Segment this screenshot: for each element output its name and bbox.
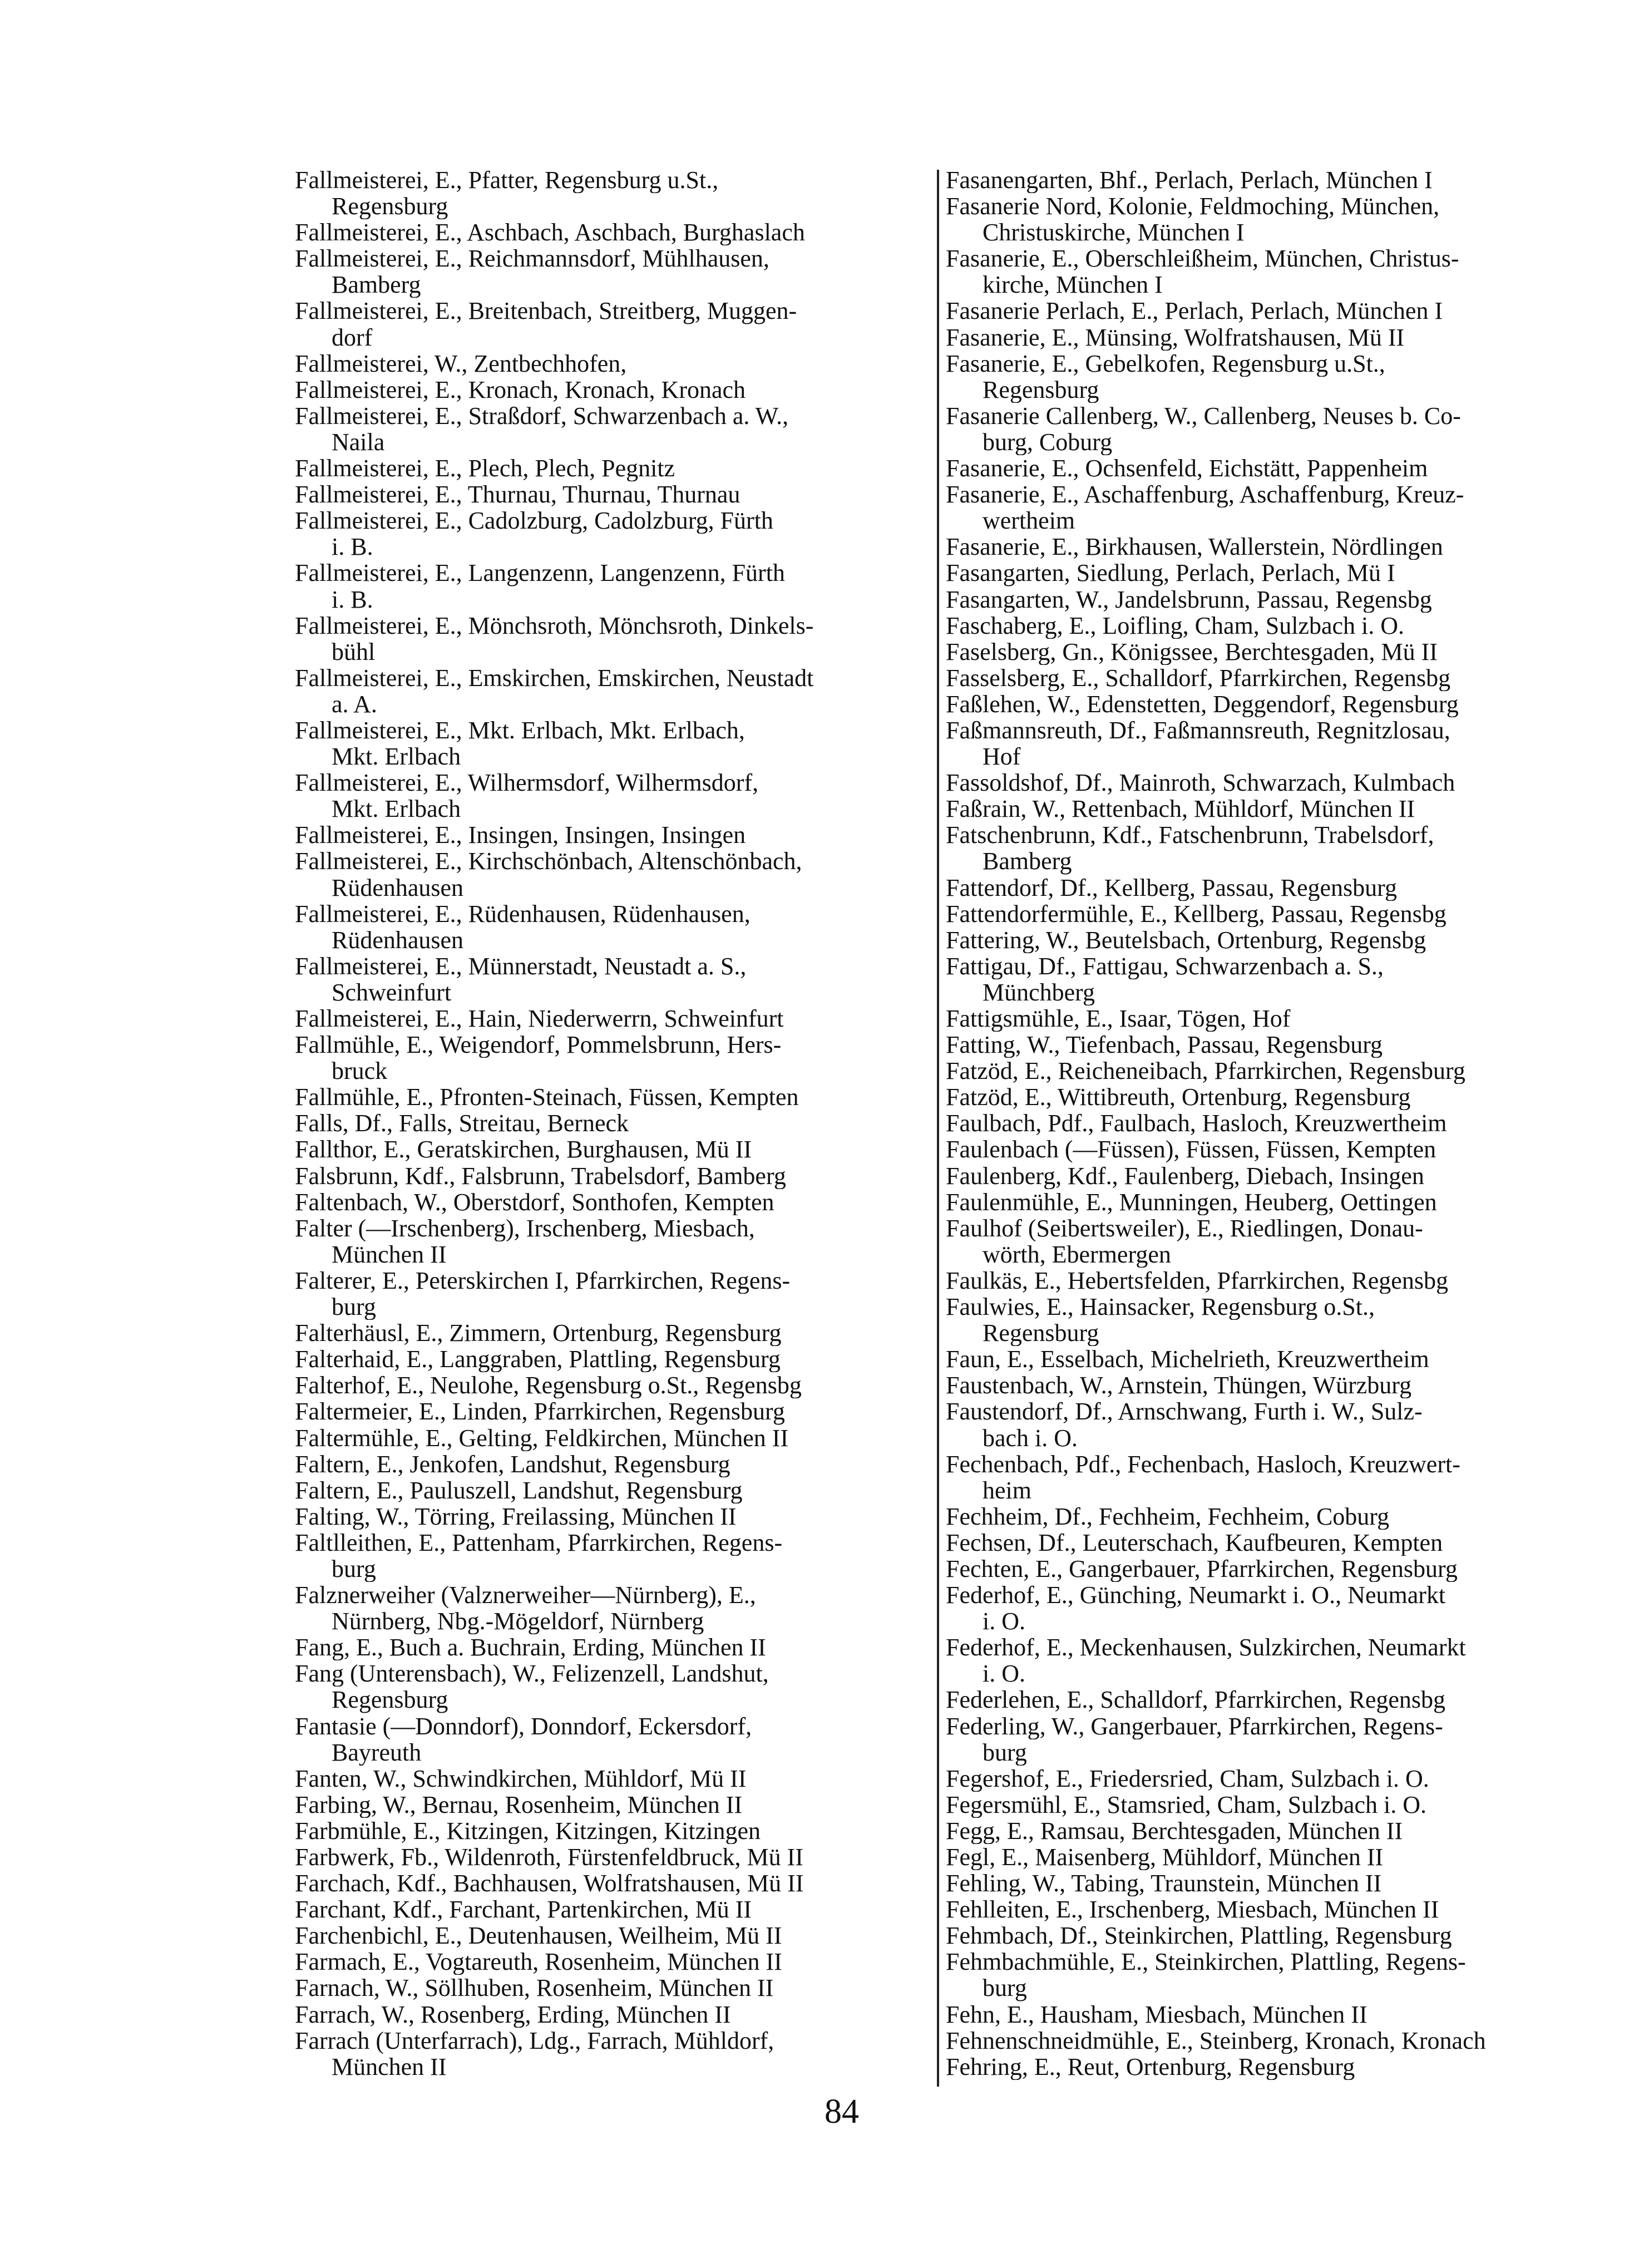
entry-line: Faßrain, W., Rettenbach, Mühldorf, München II bbox=[946, 796, 1415, 822]
entry-line: Fasanerie, E., Münsing, Wolfratshausen, Mü II bbox=[946, 324, 1405, 351]
gazetteer-entry bbox=[946, 1294, 1586, 1346]
entry-line: Fallmeisterei, E., Wilhermsdorf, Wilhermsdorf, bbox=[295, 770, 759, 796]
entry-continuation-line: Münchberg bbox=[983, 979, 1095, 1005]
gazetteer-entry bbox=[946, 1372, 1586, 1398]
entry-continuation-line: a. A. bbox=[332, 691, 377, 717]
entry-line: Fasanerie Callenberg, W., Callenberg, Neuses b. Co- bbox=[946, 402, 1461, 429]
entry-line: Farnach, W., Söllhuben, Rosenheim, München II bbox=[295, 1975, 774, 2001]
entry-line: Falting, W., Törring, Freilassing, München II bbox=[295, 1503, 737, 1530]
entry-line: Fasangarten, W., Jandelsbrunn, Passau, Regensbg bbox=[946, 586, 1432, 613]
entry-line: Faltermeier, E., Linden, Pfarrkirchen, Regensburg bbox=[295, 1398, 785, 1425]
right-column bbox=[946, 167, 1586, 2080]
page-number: 84 bbox=[825, 2093, 859, 2131]
entry-line: Fallmeisterei, E., Langenzenn, Langenzenn, Fürth bbox=[295, 560, 785, 586]
entry-line: Fehling, W., Tabing, Traunstein, München II bbox=[946, 1870, 1382, 1897]
gazetteer-entry bbox=[946, 927, 1586, 953]
entry-line: Fattering, W., Beutelsbach, Ortenburg, Regensbg bbox=[946, 926, 1426, 953]
entry-line: Faulenberg, Kdf., Faulenberg, Diebach, Insingen bbox=[946, 1162, 1424, 1189]
gazetteer-entry bbox=[295, 1346, 929, 1372]
entry-continuation-line: Regensburg bbox=[983, 1320, 1099, 1347]
gazetteer-entry bbox=[295, 1163, 929, 1189]
entry-continuation-line: burg bbox=[332, 1294, 376, 1320]
entry-continuation-line: Schweinfurt bbox=[332, 979, 452, 1005]
gazetteer-entry bbox=[946, 1189, 1586, 1215]
left-column bbox=[295, 167, 929, 2080]
gazetteer-entry bbox=[946, 2028, 1586, 2054]
entry-line: Falznerweiher (Valznerweiher—Nürnberg), E., bbox=[295, 1582, 756, 1609]
entry-continuation-line: bruck bbox=[332, 1058, 388, 1084]
entry-line: Fallmeisterei, E., Breitenbach, Streitberg, Muggen- bbox=[295, 298, 797, 324]
gazetteer-entry bbox=[946, 717, 1586, 770]
gazetteer-entry bbox=[946, 1713, 1586, 1766]
gazetteer-entry bbox=[295, 717, 929, 770]
entry-line: Fallmeisterei, E., Kirchschönbach, Altenschönbach, bbox=[295, 848, 802, 875]
entry-continuation-line: bühl bbox=[332, 638, 376, 665]
gazetteer-entry bbox=[295, 1084, 929, 1110]
gazetteer-entry bbox=[295, 1189, 929, 1215]
column-divider bbox=[937, 170, 939, 2087]
entry-continuation-line: Regensburg bbox=[332, 193, 448, 220]
gazetteer-entry bbox=[295, 1660, 929, 1713]
gazetteer-entry bbox=[295, 377, 929, 403]
gazetteer-entry bbox=[295, 1766, 929, 1792]
entry-continuation-line: Christuskirche, München I bbox=[983, 219, 1245, 246]
gazetteer-entry bbox=[946, 2054, 1586, 2080]
gazetteer-entry bbox=[946, 1792, 1586, 1818]
entry-line: Fasselsberg, E., Schalldorf, Pfarrkirchen, Regensbg bbox=[946, 664, 1451, 691]
gazetteer-entry bbox=[946, 1110, 1586, 1136]
entry-line: Fasanerie, E., Gebelkofen, Regensburg u.St., bbox=[946, 350, 1385, 377]
gazetteer-entry bbox=[295, 1372, 929, 1398]
entry-continuation-line: heim bbox=[983, 1477, 1031, 1503]
gazetteer-entry bbox=[946, 1503, 1586, 1530]
gazetteer-entry bbox=[946, 953, 1586, 1005]
entry-line: Faselsberg, Gn., Königssee, Berchtesgaden, Mü II bbox=[946, 638, 1438, 665]
gazetteer-entry bbox=[946, 1766, 1586, 1792]
gazetteer-entry bbox=[295, 1136, 929, 1162]
gazetteer-entry bbox=[946, 1922, 1586, 1949]
gazetteer-entry bbox=[295, 953, 929, 1005]
gazetteer-entry bbox=[295, 560, 929, 612]
entry-line: Fegershof, E., Friedersried, Cham, Sulzbach i. O. bbox=[946, 1765, 1429, 1792]
entry-line: Fallmeisterei, E., Rüdenhausen, Rüdenhausen, bbox=[295, 900, 751, 927]
entry-line: Fehn, E., Hausham, Miesbach, München II bbox=[946, 2001, 1368, 2028]
gazetteer-entry bbox=[946, 455, 1586, 481]
gazetteer-entry bbox=[946, 1346, 1586, 1372]
gazetteer-entry bbox=[946, 1530, 1586, 1556]
entry-line: Fasanerie Perlach, E., Perlach, Perlach, München I bbox=[946, 298, 1443, 324]
gazetteer-entry bbox=[295, 1215, 929, 1268]
gazetteer-entry bbox=[295, 351, 929, 377]
entry-line: Falter (—Irschenberg), Irschenberg, Miesbach, bbox=[295, 1215, 755, 1241]
gazetteer-entry bbox=[946, 534, 1586, 560]
gazetteer-entry bbox=[295, 1320, 929, 1346]
gazetteer-entry bbox=[295, 1582, 929, 1634]
gazetteer-entry bbox=[946, 2001, 1586, 2028]
gazetteer-entry bbox=[946, 1398, 1586, 1451]
entry-line: Farchenbichl, E., Deutenhausen, Weilheim, Mü II bbox=[295, 1922, 782, 1949]
entry-continuation-line: Bayreuth bbox=[332, 1739, 422, 1766]
gazetteer-entry bbox=[295, 1268, 929, 1320]
entry-continuation-line: Rüdenhausen bbox=[332, 874, 464, 901]
gazetteer-entry bbox=[295, 1032, 929, 1084]
entry-line: Fallmühle, E., Weigendorf, Pommelsbrunn, Hers- bbox=[295, 1032, 782, 1058]
entry-line: Fasanerie, E., Oberschleißheim, München, Christus- bbox=[946, 245, 1459, 272]
entry-line: Farrach, W., Rosenberg, Erding, München II bbox=[295, 2001, 731, 2028]
gazetteer-entry bbox=[946, 1215, 1586, 1268]
entry-line: Fallmeisterei, E., Emskirchen, Emskirchen, Neustadt bbox=[295, 664, 814, 691]
gazetteer-entry bbox=[295, 613, 929, 665]
gazetteer-entry bbox=[946, 1896, 1586, 1922]
entry-continuation-line: wertheim bbox=[983, 507, 1075, 534]
gazetteer-entry bbox=[946, 665, 1586, 691]
entry-line: Falterhaid, E., Langgraben, Plattling, Regensburg bbox=[295, 1346, 781, 1373]
gazetteer-entry bbox=[295, 2028, 929, 2080]
entry-line: Federhof, E., Meckenhausen, Sulzkirchen, Neumarkt bbox=[946, 1634, 1466, 1661]
entry-line: Fallmeisterei, E., Mönchsroth, Mönchsroth, Dinkels- bbox=[295, 612, 814, 639]
entry-line: Fallmeisterei, E., Insingen, Insingen, Insingen bbox=[295, 822, 746, 849]
gazetteer-entry bbox=[295, 507, 929, 560]
entry-line: Fatzöd, E., Wittibreuth, Ortenburg, Regensburg bbox=[946, 1084, 1411, 1111]
entry-line: Fegersmühl, E., Stamsried, Cham, Sulzbach i. O. bbox=[946, 1791, 1426, 1818]
entry-line: Fantasie (—Donndorf), Donndorf, Eckersdorf, bbox=[295, 1713, 752, 1739]
entry-continuation-line: i. B. bbox=[332, 586, 373, 613]
entry-line: Fallmeisterei, E., Pfatter, Regensburg u.St., bbox=[295, 167, 719, 194]
gazetteer-entry bbox=[295, 1949, 929, 1975]
entry-line: Fallmeisterei, E., Aschbach, Aschbach, Burghaslach bbox=[295, 219, 805, 246]
gazetteer-entry bbox=[946, 1687, 1586, 1713]
entry-line: Faltenbach, W., Oberstdorf, Sonthofen, Kempten bbox=[295, 1189, 774, 1215]
entry-line: Fang (Unterensbach), W., Felizenzell, Landshut, bbox=[295, 1660, 769, 1687]
entry-line: Fechten, E., Gangerbauer, Pfarrkirchen, Regensburg bbox=[946, 1555, 1458, 1582]
entry-line: Faulenbach (—Füssen), Füssen, Füssen, Kempten bbox=[946, 1136, 1436, 1163]
gazetteer-entry bbox=[946, 1163, 1586, 1189]
entry-line: Faltermühle, E., Gelting, Feldkirchen, München II bbox=[295, 1424, 789, 1451]
entry-continuation-line: Mkt. Erlbach bbox=[332, 796, 461, 822]
entry-line: Federhof, E., Günching, Neumarkt i. O., Neumarkt bbox=[946, 1582, 1446, 1609]
entry-line: Faßmannsreuth, Df., Faßmannsreuth, Regnitzlosau, bbox=[946, 717, 1450, 744]
gazetteer-entry bbox=[295, 245, 929, 298]
entry-line: Fatzöd, E., Reicheneibach, Pfarrkirchen, Regensburg bbox=[946, 1058, 1465, 1084]
entry-continuation-line: München II bbox=[332, 2053, 447, 2080]
entry-line: Federling, W., Gangerbauer, Pfarrkirchen, Regens- bbox=[946, 1713, 1443, 1739]
gazetteer-entry bbox=[946, 1005, 1586, 1032]
gazetteer-entry bbox=[946, 1058, 1586, 1084]
gazetteer-entry bbox=[946, 193, 1586, 245]
entry-line: Falls, Df., Falls, Streitau, Berneck bbox=[295, 1110, 629, 1137]
entry-continuation-line: i. B. bbox=[332, 534, 373, 560]
entry-line: Fallmeisterei, E., Münnerstadt, Neustadt a. S., bbox=[295, 953, 747, 979]
entry-line: Farbing, W., Bernau, Rosenheim, München II bbox=[295, 1791, 743, 1818]
entry-line: Fang, E., Buch a. Buchrain, Erding, München II bbox=[295, 1634, 766, 1661]
entry-line: Fallmeisterei, E., Straßdorf, Schwarzenbach a. W., bbox=[295, 402, 789, 429]
gazetteer-entry bbox=[295, 1922, 929, 1949]
gazetteer-entry bbox=[946, 560, 1586, 586]
entry-line: Fatschenbrunn, Kdf., Fatschenbrunn, Trabelsdorf, bbox=[946, 822, 1434, 849]
gazetteer-entry bbox=[946, 901, 1586, 927]
entry-line: Fallmeisterei, E., Hain, Niederwerrn, Schweinfurt bbox=[295, 1005, 784, 1032]
entry-line: Farchant, Kdf., Farchant, Partenkirchen, Mü II bbox=[295, 1896, 752, 1923]
entry-line: Faltern, E., Pauluszell, Landshut, Regensburg bbox=[295, 1477, 743, 1503]
entry-continuation-line: i. O. bbox=[983, 1660, 1025, 1687]
entry-continuation-line: Bamberg bbox=[983, 848, 1072, 875]
gazetteer-entry bbox=[295, 1634, 929, 1660]
entry-line: Faulenmühle, E., Munningen, Heuberg, Oettingen bbox=[946, 1189, 1437, 1215]
gazetteer-entry bbox=[295, 848, 929, 900]
entry-continuation-line: bach i. O. bbox=[983, 1424, 1078, 1451]
gazetteer-entry bbox=[946, 1949, 1586, 2001]
entry-continuation-line: Rüdenhausen bbox=[332, 926, 464, 953]
gazetteer-entry bbox=[946, 1870, 1586, 1896]
entry-line: Fasanerie, E., Ochsenfeld, Eichstätt, Pappenheim bbox=[946, 455, 1428, 482]
entry-line: Fallmeisterei, E., Mkt. Erlbach, Mkt. Erlbach, bbox=[295, 717, 745, 744]
entry-line: Fattendorfermühle, E., Kellberg, Passau, Regensbg bbox=[946, 900, 1447, 927]
gazetteer-entry bbox=[946, 1582, 1586, 1634]
entry-line: Fehmbachmühle, E., Steinkirchen, Plattling, Regens- bbox=[946, 1949, 1466, 1975]
gazetteer-entry bbox=[946, 1556, 1586, 1582]
gazetteer-entry bbox=[295, 167, 929, 219]
entry-line: Farbmühle, E., Kitzingen, Kitzingen, Kitzingen bbox=[295, 1817, 761, 1844]
entry-line: Faßlehen, W., Edenstetten, Deggendorf, Regensburg bbox=[946, 691, 1459, 717]
entry-line: Falterhof, E., Neulohe, Regensburg o.St., Regensbg bbox=[295, 1372, 802, 1399]
gazetteer-entry bbox=[295, 403, 929, 455]
entry-line: Fanten, W., Schwindkirchen, Mühldorf, Mü II bbox=[295, 1765, 747, 1792]
entry-continuation-line: burg bbox=[983, 1975, 1027, 2001]
entry-line: Fattigau, Df., Fattigau, Schwarzenbach a. S., bbox=[946, 953, 1384, 979]
gazetteer-entry bbox=[946, 351, 1586, 403]
entry-line: Fechheim, Df., Fechheim, Fechheim, Coburg bbox=[946, 1503, 1390, 1530]
gazetteer-entry bbox=[295, 1110, 929, 1136]
gazetteer-entry bbox=[295, 822, 929, 848]
entry-continuation-line: Regensburg bbox=[332, 1687, 448, 1713]
gazetteer-entry bbox=[946, 1268, 1586, 1294]
entry-line: Faltern, E., Jenkofen, Landshut, Regensburg bbox=[295, 1451, 730, 1477]
gazetteer-entry bbox=[946, 245, 1586, 298]
entry-line: Faulkäs, E., Hebertsfelden, Pfarrkirchen, Regensbg bbox=[946, 1267, 1448, 1294]
entry-continuation-line: burg bbox=[332, 1555, 376, 1582]
gazetteer-entry bbox=[295, 1818, 929, 1844]
gazetteer-entry bbox=[295, 1896, 929, 1922]
gazetteer-entry bbox=[295, 1451, 929, 1477]
gazetteer-entry bbox=[295, 1844, 929, 1870]
entry-line: Fassoldshof, Df., Mainroth, Schwarzach, Kulmbach bbox=[946, 770, 1455, 796]
entry-continuation-line: burg bbox=[983, 1739, 1027, 1766]
entry-line: Fattendorf, Df., Kellberg, Passau, Regensburg bbox=[946, 874, 1398, 901]
entry-line: Fechenbach, Pdf., Fechenbach, Hasloch, Kreuzwert- bbox=[946, 1451, 1460, 1477]
gazetteer-entry bbox=[946, 298, 1586, 324]
gazetteer-entry bbox=[295, 1870, 929, 1896]
gazetteer-entry bbox=[295, 219, 929, 245]
entry-line: Fasangarten, Siedlung, Perlach, Perlach, Mü I bbox=[946, 560, 1395, 586]
gazetteer-entry bbox=[946, 167, 1586, 193]
gazetteer-entry bbox=[295, 1477, 929, 1503]
entry-continuation-line: Bamberg bbox=[332, 272, 421, 298]
gazetteer-entry bbox=[946, 1818, 1586, 1844]
entry-line: Faulwies, E., Hainsacker, Regensburg o.St., bbox=[946, 1294, 1375, 1320]
entry-continuation-line: Mkt. Erlbach bbox=[332, 743, 461, 770]
entry-continuation-line: Hof bbox=[983, 743, 1021, 770]
entry-line: Fallmeisterei, E., Plech, Plech, Pegnitz bbox=[295, 455, 675, 482]
gazetteer-entry bbox=[946, 324, 1586, 351]
gazetteer-entry bbox=[946, 613, 1586, 639]
entry-line: Fegg, E., Ramsau, Berchtesgaden, München II bbox=[946, 1817, 1403, 1844]
entry-line: Faulbach, Pdf., Faulbach, Hasloch, Kreuzwertheim bbox=[946, 1110, 1447, 1137]
gazetteer-entry bbox=[946, 1084, 1586, 1110]
gazetteer-entry bbox=[295, 770, 929, 822]
gazetteer-entry bbox=[946, 639, 1586, 665]
gazetteer-entry bbox=[295, 2001, 929, 2028]
entry-line: Fallmeisterei, E., Thurnau, Thurnau, Thurnau bbox=[295, 481, 740, 508]
entry-line: Fehnenschneidmühle, E., Steinberg, Kronach, Kronach bbox=[946, 2027, 1486, 2054]
entry-line: Fallmeisterei, E., Cadolzburg, Cadolzburg, Fürth bbox=[295, 507, 773, 534]
entry-continuation-line: München II bbox=[332, 1241, 447, 1268]
entry-line: Fasanengarten, Bhf., Perlach, Perlach, München I bbox=[946, 167, 1433, 194]
entry-line: Faschaberg, E., Loifling, Cham, Sulzbach i. O. bbox=[946, 612, 1405, 639]
entry-continuation-line: Nürnberg, Nbg.-Mögeldorf, Nürnberg bbox=[332, 1608, 704, 1635]
gazetteer-entry bbox=[946, 481, 1586, 534]
entry-line: Farmach, E., Vogtareuth, Rosenheim, München II bbox=[295, 1949, 782, 1975]
gazetteer-entry bbox=[295, 1792, 929, 1818]
gazetteer-entry bbox=[946, 1136, 1586, 1162]
entry-line: Fasanerie, E., Aschaffenburg, Aschaffenburg, Kreuz- bbox=[946, 481, 1464, 508]
entry-line: Farchach, Kdf., Bachhausen, Wolfratshausen, Mü II bbox=[295, 1870, 804, 1897]
entry-line: Fallmeisterei, E., Reichmannsdorf, Mühlhausen, bbox=[295, 245, 769, 272]
entry-line: Farbwerk, Fb., Wildenroth, Fürstenfeldbruck, Mü II bbox=[295, 1844, 803, 1871]
entry-line: Falterhäusl, E., Zimmern, Ortenburg, Regensburg bbox=[295, 1320, 782, 1347]
entry-line: Faun, E., Esselbach, Michelrieth, Kreuzwertheim bbox=[946, 1346, 1429, 1373]
gazetteer-entry bbox=[946, 1844, 1586, 1870]
gazetteer-entry bbox=[295, 1005, 929, 1032]
entry-line: Fehlleiten, E., Irschenberg, Miesbach, München II bbox=[946, 1896, 1439, 1923]
entry-line: Faustendorf, Df., Arnschwang, Furth i. W., Sulz- bbox=[946, 1398, 1423, 1425]
entry-line: Fehmbach, Df., Steinkirchen, Plattling, Regensburg bbox=[946, 1922, 1452, 1949]
entry-line: Faustenbach, W., Arnstein, Thüngen, Würzburg bbox=[946, 1372, 1412, 1399]
gazetteer-entry bbox=[295, 1503, 929, 1530]
entry-continuation-line: Regensburg bbox=[983, 376, 1099, 403]
gazetteer-entry bbox=[295, 1425, 929, 1451]
gazetteer-entry bbox=[946, 770, 1586, 796]
entry-line: Federlehen, E., Schalldorf, Pfarrkirchen, Regensbg bbox=[946, 1687, 1446, 1713]
gazetteer-entry bbox=[946, 1634, 1586, 1687]
entry-line: Farrach (Unterfarrach), Ldg., Farrach, Mühldorf, bbox=[295, 2027, 774, 2054]
gazetteer-entry bbox=[946, 1451, 1586, 1503]
gazetteer-entry bbox=[295, 1713, 929, 1766]
gazetteer-entry bbox=[946, 403, 1586, 455]
entry-line: Fattigsmühle, E., Isaar, Tögen, Hof bbox=[946, 1005, 1291, 1032]
entry-line: Fechsen, Df., Leuterschach, Kaufbeuren, Kempten bbox=[946, 1529, 1443, 1556]
gazetteer-entry bbox=[946, 586, 1586, 613]
entry-line: Faulhof (Seibertsweiler), E., Riedlingen, Donau- bbox=[946, 1215, 1423, 1241]
entry-line: Fehring, E., Reut, Ortenburg, Regensburg bbox=[946, 2053, 1355, 2080]
gazetteer-entry bbox=[295, 1975, 929, 2001]
entry-continuation-line: kirche, München I bbox=[983, 272, 1163, 298]
entry-line: Fasanerie, E., Birkhausen, Wallerstein, Nördlingen bbox=[946, 534, 1443, 560]
gazetteer-entry bbox=[295, 665, 929, 717]
gazetteer-entry bbox=[295, 481, 929, 507]
gazetteer-entry bbox=[946, 1032, 1586, 1058]
gazetteer-entry bbox=[946, 691, 1586, 717]
entry-line: Falsbrunn, Kdf., Falsbrunn, Trabelsdorf, Bamberg bbox=[295, 1162, 786, 1189]
gazetteer-entry bbox=[295, 901, 929, 953]
entry-line: Fegl, E., Maisenberg, Mühldorf, München II bbox=[946, 1844, 1384, 1871]
entry-line: Fallmeisterei, W., Zentbechhofen, bbox=[295, 350, 627, 377]
entry-line: Fasanerie Nord, Kolonie, Feldmoching, München, bbox=[946, 193, 1440, 220]
entry-continuation-line: Naila bbox=[332, 428, 385, 456]
entry-line: Faltlleithen, E., Pattenham, Pfarrkirchen, Regens- bbox=[295, 1529, 783, 1556]
entry-line: Fallmeisterei, E., Kronach, Kronach, Kronach bbox=[295, 376, 746, 403]
gazetteer-entry bbox=[295, 1398, 929, 1424]
entry-continuation-line: dorf bbox=[332, 324, 373, 351]
gazetteer-entry bbox=[295, 1530, 929, 1582]
gazetteer-entry bbox=[295, 298, 929, 350]
entry-continuation-line: burg, Coburg bbox=[983, 428, 1113, 456]
entry-line: Falterer, E., Peterskirchen I, Pfarrkirchen, Regens- bbox=[295, 1267, 791, 1294]
gazetteer-entry bbox=[946, 822, 1586, 874]
entry-line: Fatting, W., Tiefenbach, Passau, Regensburg bbox=[946, 1032, 1383, 1058]
entry-line: Fallthor, E., Geratskirchen, Burghausen, Mü II bbox=[295, 1136, 752, 1163]
entry-continuation-line: wörth, Ebermergen bbox=[983, 1241, 1171, 1268]
entry-line: Fallmühle, E., Pfronten-Steinach, Füssen, Kempten bbox=[295, 1084, 799, 1111]
gazetteer-entry bbox=[295, 455, 929, 481]
gazetteer-entry bbox=[946, 875, 1586, 901]
gazetteer-entry bbox=[946, 796, 1586, 822]
entry-continuation-line: i. O. bbox=[983, 1608, 1025, 1635]
